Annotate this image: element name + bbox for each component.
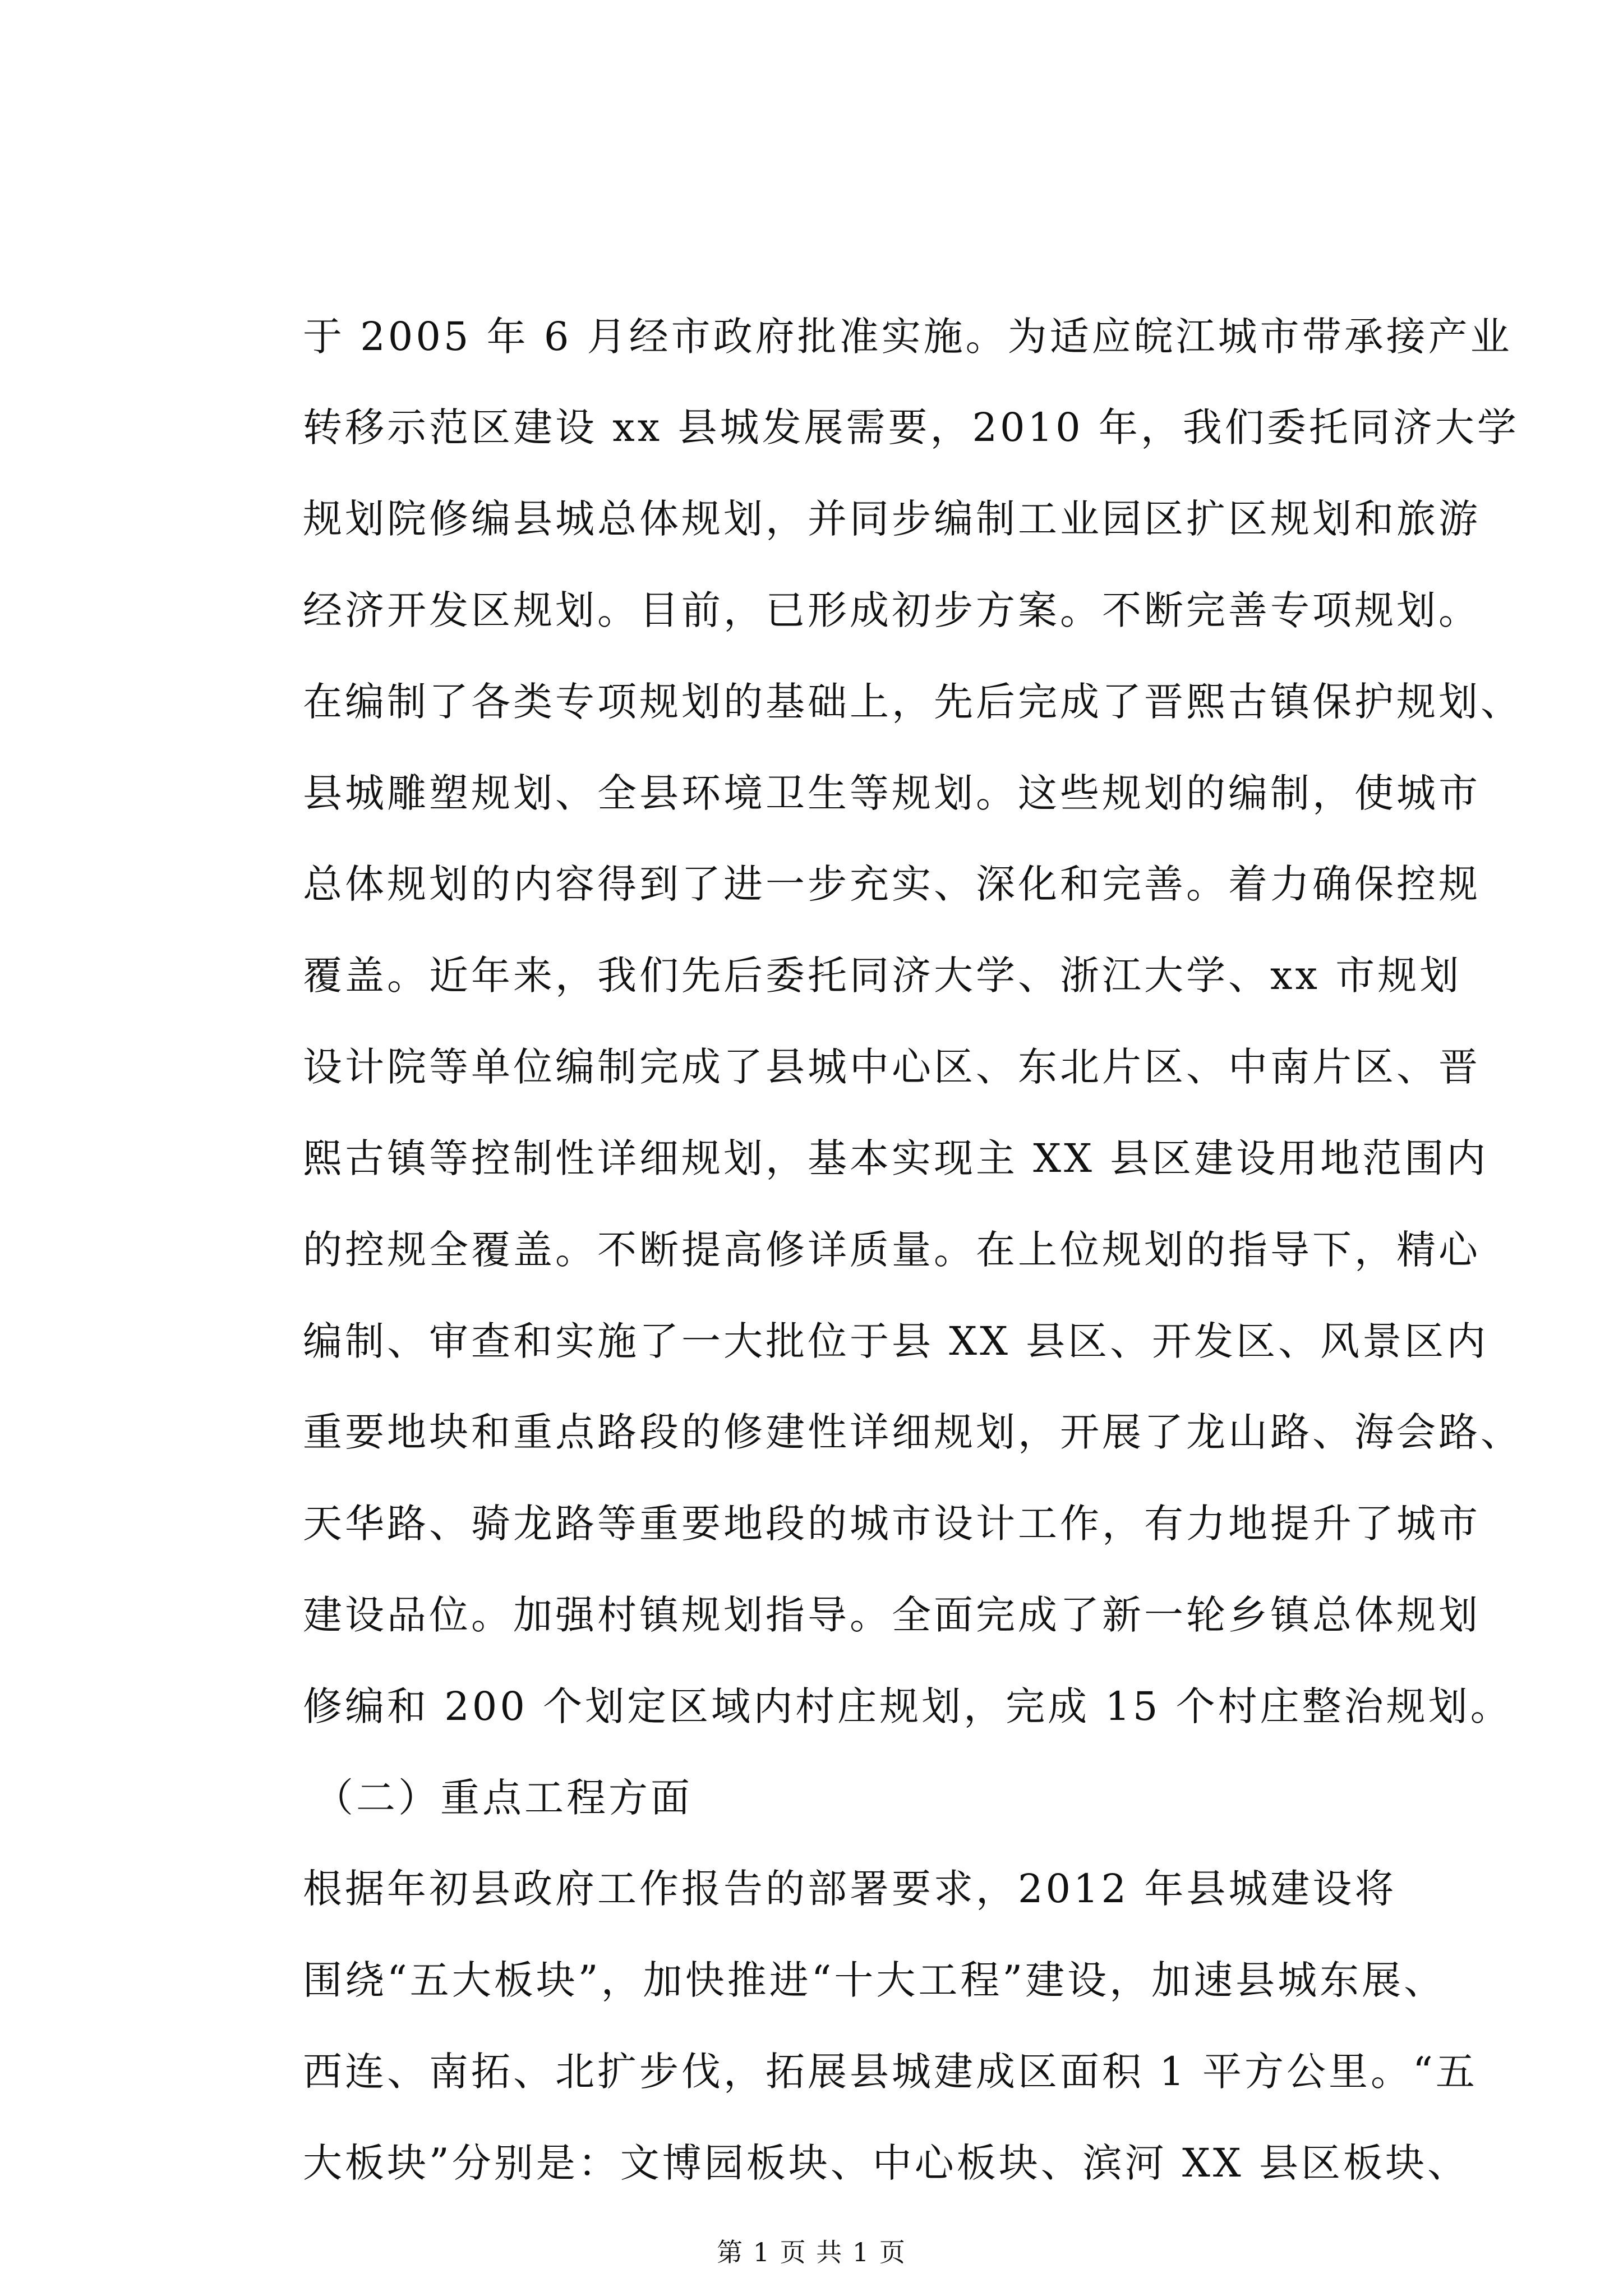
body-line: 设计院等单位编制完成了县城中心区、东北片区、中南片区、晋	[303, 1044, 1481, 1090]
section-heading: （二）重点工程方面	[314, 1775, 693, 1821]
body-line: 重要地块和重点路段的修建性详细规划，开展了龙山路、海会路、	[303, 1409, 1523, 1455]
body-line: 天华路、骑龙路等重要地段的城市设计工作，有力地提升了城市	[303, 1501, 1481, 1547]
body-line: 熙古镇等控制性详细规划，基本实现主 XX 县区建设用地范围内	[303, 1135, 1489, 1181]
body-line: 编制、审查和实施了一大批位于县 XX 县区、开发区、风景区内	[303, 1318, 1489, 1364]
body-line: 围绕“五大板块”，加快推进“十大工程”建设，加速县城东展、	[303, 1957, 1446, 2003]
body-line: 覆盖。近年来，我们先后委托同济大学、浙江大学、xx 市规划	[303, 953, 1462, 999]
body-line: 县城雕塑规划、全县环境卫生等规划。这些规划的编制，使城市	[303, 770, 1481, 816]
body-line: 大板块”分别是：文博园板块、中心板块、滨河 XX 县区板块、	[303, 2140, 1469, 2186]
body-line: 于 2005 年 6 月经市政府批准实施。为适应皖江城市带承接产业	[303, 314, 1513, 360]
body-line: 经济开发区规划。目前，已形成初步方案。不断完善专项规划。	[303, 587, 1481, 633]
body-line: 建设品位。加强村镇规划指导。全面完成了新一轮乡镇总体规划	[303, 1592, 1481, 1638]
body-line: 在编制了各类专项规划的基础上，先后完成了晋熙古镇保护规划、	[303, 679, 1523, 725]
body-line: 根据年初县政府工作报告的部署要求，2012 年县城建设将	[303, 1866, 1397, 1912]
body-line: 的控规全覆盖。不断提高修详质量。在上位规划的指导下，精心	[303, 1227, 1481, 1273]
body-line: 总体规划的内容得到了进一步充实、深化和完善。着力确保控规	[303, 861, 1481, 907]
body-line: 规划院修编县城总体规划，并同步编制工业园区扩区规划和旅游	[303, 496, 1481, 542]
page-number-footer: 第 1 页 共 1 页	[717, 2237, 906, 2267]
body-line: 转移示范区建设 xx 县城发展需要，2010 年，我们委托同济大学	[303, 404, 1519, 450]
body-line: 修编和 200 个划定区域内村庄规划，完成 15 个村庄整治规划。	[303, 1683, 1513, 1729]
body-line: 西连、南拓、北扩步伐，拓展县城建成区面积 1 平方公里。“五	[303, 2049, 1478, 2095]
